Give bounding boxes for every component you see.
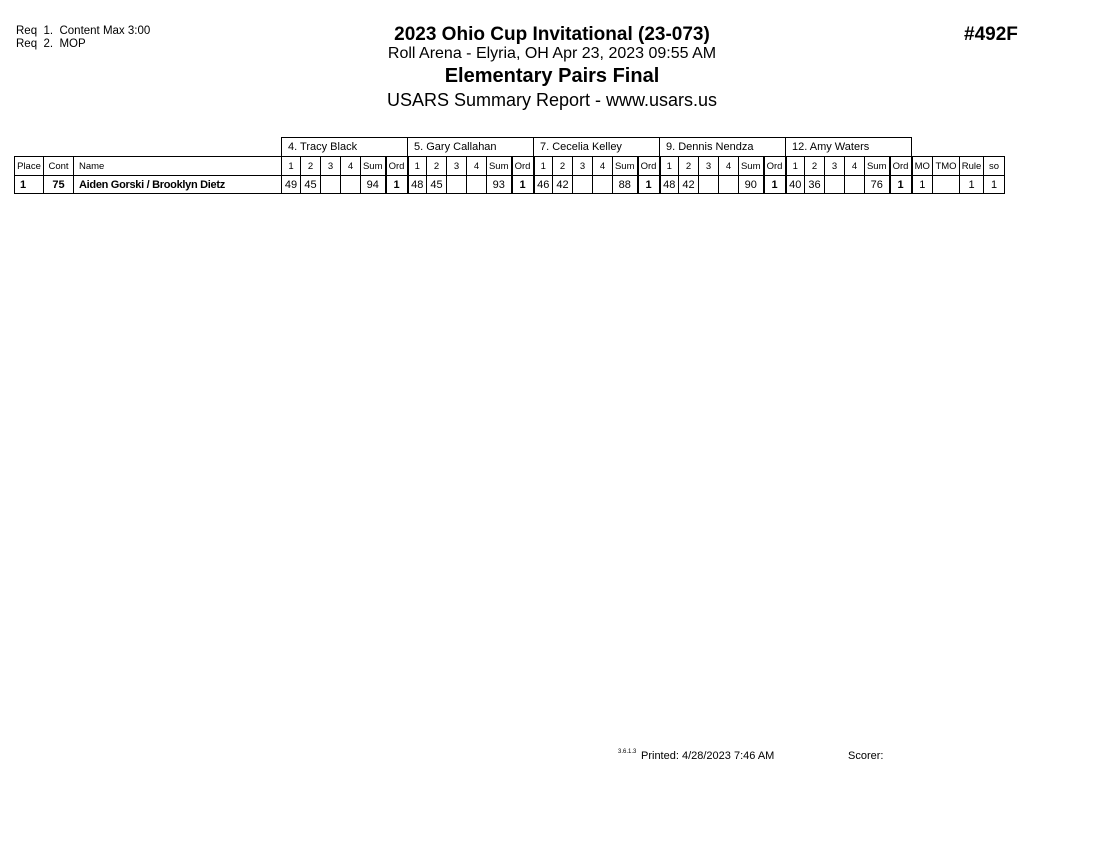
place-cell: 1 bbox=[15, 176, 44, 194]
col-header: Ord bbox=[638, 157, 660, 176]
score-cell: 40 bbox=[786, 176, 805, 194]
score-cell bbox=[573, 176, 593, 194]
scorer-label: Scorer: bbox=[848, 750, 884, 762]
judge-name: 5. Gary Callahan bbox=[408, 138, 534, 157]
skater-names-cell: Aiden Gorski / Brooklyn Dietz bbox=[74, 176, 282, 194]
column-header-row bbox=[15, 157, 1005, 176]
col-header: Sum bbox=[865, 157, 890, 176]
col-header: 3 bbox=[699, 157, 719, 176]
col-header: MO bbox=[912, 157, 933, 176]
col-header: 2 bbox=[301, 157, 321, 176]
col-header: 2 bbox=[553, 157, 573, 176]
score-cell: 42 bbox=[679, 176, 699, 194]
col-header-name: Name bbox=[74, 157, 282, 176]
mo-cell: 1 bbox=[912, 176, 933, 194]
col-header: Sum bbox=[487, 157, 512, 176]
ordinal-cell: 1 bbox=[764, 176, 786, 194]
printed-timestamp: Printed: 4/28/2023 7:46 AM bbox=[641, 750, 775, 762]
col-header: 3 bbox=[447, 157, 467, 176]
score-cell: 42 bbox=[553, 176, 573, 194]
requirement-1: Req 1. Content Max 3:00 bbox=[16, 25, 151, 37]
sum-cell: 93 bbox=[487, 176, 512, 194]
col-header: 4 bbox=[845, 157, 865, 176]
score-cell: 49 bbox=[282, 176, 301, 194]
so-cell: 1 bbox=[984, 176, 1005, 194]
score-cell: 36 bbox=[805, 176, 825, 194]
col-header: Sum bbox=[739, 157, 764, 176]
judge-name: 7. Cecelia Kelley bbox=[534, 138, 660, 157]
col-header: 1 bbox=[534, 157, 553, 176]
sum-cell: 94 bbox=[361, 176, 386, 194]
score-cell bbox=[699, 176, 719, 194]
results-table bbox=[14, 137, 1005, 194]
score-cell: 48 bbox=[408, 176, 427, 194]
blank-cell bbox=[15, 138, 282, 157]
col-header: 3 bbox=[825, 157, 845, 176]
col-header: 4 bbox=[467, 157, 487, 176]
venue-date: Roll Arena - Elyria, OH Apr 23, 2023 09:55 AM bbox=[387, 45, 717, 62]
ordinal-cell: 1 bbox=[386, 176, 408, 194]
col-header-cont: Cont bbox=[44, 157, 74, 176]
col-header: Sum bbox=[613, 157, 638, 176]
sum-cell: 88 bbox=[613, 176, 638, 194]
col-header: 3 bbox=[573, 157, 593, 176]
ordinal-cell: 1 bbox=[890, 176, 912, 194]
col-header: 1 bbox=[408, 157, 427, 176]
score-cell bbox=[341, 176, 361, 194]
score-cell bbox=[467, 176, 487, 194]
judge-name: 4. Tracy Black bbox=[282, 138, 408, 157]
blank-cell bbox=[912, 138, 1005, 157]
col-header: Ord bbox=[386, 157, 408, 176]
tmo-cell bbox=[933, 176, 960, 194]
contestant-number-cell: 75 bbox=[44, 176, 74, 194]
col-header: Ord bbox=[890, 157, 912, 176]
score-cell bbox=[593, 176, 613, 194]
score-cell bbox=[845, 176, 865, 194]
col-header: 1 bbox=[282, 157, 301, 176]
col-header: 4 bbox=[341, 157, 361, 176]
sum-cell: 90 bbox=[739, 176, 764, 194]
col-header: 4 bbox=[719, 157, 739, 176]
col-header: 1 bbox=[786, 157, 805, 176]
score-cell bbox=[321, 176, 341, 194]
score-cell: 45 bbox=[301, 176, 321, 194]
col-header: so bbox=[984, 157, 1005, 176]
sum-cell: 76 bbox=[865, 176, 890, 194]
requirement-2: Req 2. MOP bbox=[16, 38, 86, 50]
table-row bbox=[15, 176, 1005, 194]
col-header: Rule bbox=[960, 157, 984, 176]
col-header: Ord bbox=[512, 157, 534, 176]
col-header-place: Place bbox=[15, 157, 44, 176]
col-header: Sum bbox=[361, 157, 386, 176]
judge-name: 9. Dennis Nendza bbox=[660, 138, 786, 157]
event-title: Elementary Pairs Final bbox=[444, 65, 660, 87]
col-header: 4 bbox=[593, 157, 613, 176]
ordinal-cell: 1 bbox=[638, 176, 660, 194]
judge-name: 12. Amy Waters bbox=[786, 138, 912, 157]
col-header: Ord bbox=[764, 157, 786, 176]
score-cell bbox=[447, 176, 467, 194]
score-cell: 45 bbox=[427, 176, 447, 194]
judge-header-row bbox=[15, 138, 1005, 157]
competition-title: 2023 Ohio Cup Invitational (23-073) bbox=[394, 24, 710, 45]
report-title: USARS Summary Report - www.usars.us bbox=[386, 90, 718, 110]
event-number: #492F bbox=[964, 24, 1018, 45]
col-header: 2 bbox=[427, 157, 447, 176]
score-cell bbox=[825, 176, 845, 194]
software-version: 3.6.1.3 bbox=[618, 749, 637, 755]
score-cell bbox=[719, 176, 739, 194]
col-header: TMO bbox=[933, 157, 960, 176]
col-header: 1 bbox=[660, 157, 679, 176]
col-header: 3 bbox=[321, 157, 341, 176]
score-cell: 48 bbox=[660, 176, 679, 194]
score-cell: 46 bbox=[534, 176, 553, 194]
col-header: 2 bbox=[679, 157, 699, 176]
col-header: 2 bbox=[805, 157, 825, 176]
rule-cell: 1 bbox=[960, 176, 984, 194]
ordinal-cell: 1 bbox=[512, 176, 534, 194]
